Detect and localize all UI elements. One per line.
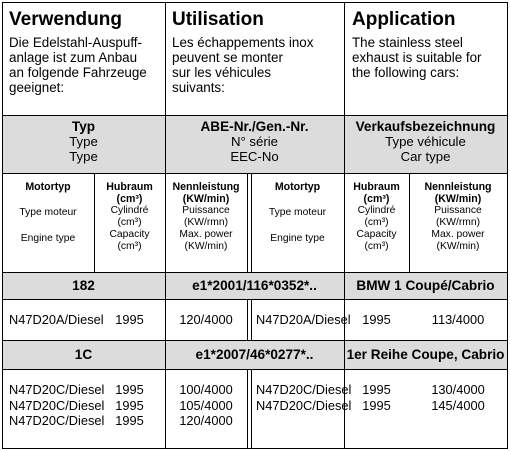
line-item: Nennleistung — [424, 181, 492, 193]
line-item: 130/4000 — [431, 382, 485, 397]
line-item: exhaust is suitable for — [352, 50, 482, 65]
s1c-right-power — [409, 382, 507, 413]
header-fr — [172, 9, 342, 95]
line-item: 1995 — [362, 397, 391, 413]
hubraum-header-left — [94, 181, 165, 253]
line-item: Type moteur — [19, 207, 77, 218]
s182-right-power — [409, 312, 507, 328]
rule-182-bottom — [2, 299, 507, 300]
line-item: Verkaufsbezeichnung — [355, 119, 496, 134]
hubraum-lines-right — [344, 181, 409, 253]
line-item: 1995 — [115, 413, 144, 428]
line-item: Type véhicule — [385, 134, 466, 149]
s182-left-power — [165, 312, 247, 328]
group-sales-lines — [344, 119, 507, 164]
line-item: Typ — [71, 119, 96, 134]
line-item: Max. power — [431, 229, 485, 240]
header-fr-title: Utilisation — [172, 9, 264, 30]
header-en — [352, 9, 504, 80]
motortyp-lines-left — [2, 181, 94, 245]
group-sales — [344, 119, 507, 164]
rule-double-b2 — [251, 299, 252, 340]
s1c-left-power — [165, 382, 247, 429]
line-item: Cylindré — [110, 205, 149, 216]
hubraum-lines-left — [94, 181, 165, 253]
s1c-right-hub — [344, 382, 409, 413]
line-item: (cm³) — [117, 241, 142, 252]
line-item: (cm³) — [116, 193, 143, 205]
line-item: N47D20C/Diesel — [9, 397, 105, 413]
line-item: Hubraum — [106, 181, 153, 193]
motor-header-left — [2, 181, 94, 245]
line-item: ABE-Nr./Gen.-Nr. — [200, 119, 309, 134]
rule-1c-top — [2, 340, 507, 341]
line-item: (cm³) — [364, 241, 389, 252]
section-182-abe: e1*2001/116*0352*.. — [192, 278, 317, 293]
line-item: N47D20C/Diesel — [9, 413, 105, 428]
header-en-title: Application — [352, 9, 456, 30]
header-fr-text — [172, 35, 342, 95]
line-item: (cm³) — [363, 193, 390, 205]
rule-right — [507, 2, 508, 449]
line-item: Type — [69, 134, 98, 149]
header-de-text — [9, 35, 161, 95]
line-item: Capacity — [356, 229, 397, 240]
line-item: Cylindré — [357, 205, 396, 216]
rule-motor-bottom — [2, 272, 507, 273]
line-item: anlage ist zum Anbau — [9, 50, 138, 65]
line-item: (KW/min) — [434, 193, 482, 205]
motor-header-right — [251, 181, 344, 245]
line-item: suivants: — [172, 80, 225, 95]
power-lines-left — [165, 181, 247, 253]
rule-bottom — [2, 448, 507, 449]
line-item: peuvent se monter — [172, 50, 283, 65]
rule-double-b3 — [251, 369, 252, 448]
line-item: (cm³) — [117, 217, 142, 228]
section-182-type: 182 — [72, 278, 95, 293]
rule-group-bottom — [2, 173, 507, 174]
line-item: (cm³) — [364, 217, 389, 228]
rule-double-a — [247, 173, 248, 272]
header-de — [9, 9, 161, 95]
line-item: Les échappements inox — [172, 35, 314, 50]
line-item: (KW/rmn) — [435, 217, 481, 228]
line-item: Motortyp — [25, 181, 71, 193]
power-header-right — [409, 181, 507, 253]
rule-double-a3 — [247, 369, 248, 448]
s182-left-hub — [94, 312, 165, 328]
group-typ-lines — [2, 119, 165, 164]
line-item: 1995 — [362, 382, 391, 397]
line-item: an folgende Fahrzeuge — [9, 65, 147, 80]
line-item: 1995 — [115, 312, 144, 327]
line-item: 120/4000 — [179, 312, 233, 327]
line-item: 120/4000 — [179, 413, 233, 428]
line-item: 1995 — [115, 397, 144, 413]
group-typ — [2, 119, 165, 164]
line-item: 1995 — [362, 312, 391, 327]
line-item: Puissance — [182, 205, 230, 216]
s1c-left-motor — [9, 382, 104, 429]
line-item: sur les véhicules — [172, 65, 271, 80]
line-item: EEC-No — [230, 149, 279, 164]
line-item: N47D20A/Diesel — [9, 312, 104, 327]
line-item: The stainless steel — [352, 35, 463, 50]
line-item: Type — [69, 149, 98, 164]
line-item: Type moteur — [268, 207, 327, 218]
line-item: 100/4000 — [179, 382, 233, 397]
motortyp-lines-right — [251, 181, 344, 245]
group-abe — [165, 119, 344, 164]
line-item: the following cars: — [352, 65, 460, 80]
line-item: 145/4000 — [431, 397, 485, 413]
section-1c-abe: e1*2007/46*0277*.. — [195, 347, 314, 362]
line-item: geeignet: — [9, 80, 65, 95]
header-en-text — [352, 35, 504, 80]
section-1c-type: 1C — [74, 347, 93, 362]
hubraum-header-right — [344, 181, 409, 253]
line-item: N47D20C/Diesel — [9, 382, 105, 397]
line-item: Nennleistung — [172, 181, 240, 193]
line-item: Hubraum — [353, 181, 400, 193]
line-item: (KW/rmn) — [183, 217, 229, 228]
rule-top — [2, 2, 507, 3]
power-header-left — [165, 181, 247, 253]
line-item: N47D20A/Diesel — [256, 312, 351, 327]
line-item: N° série — [230, 134, 279, 149]
section-182-sales: BMW 1 Coupé/Cabrio — [356, 278, 495, 293]
line-item: 113/4000 — [431, 312, 485, 327]
rule-double-a2 — [247, 299, 248, 340]
line-item: 1995 — [115, 382, 144, 397]
line-item: Engine type — [20, 233, 76, 244]
s182-left-motor — [9, 312, 104, 328]
line-item: Motortyp — [274, 181, 321, 193]
line-item: 105/4000 — [179, 397, 233, 413]
group-abe-lines — [165, 119, 344, 164]
rule-header-bottom — [2, 115, 507, 116]
line-item: (KW/min) — [182, 193, 230, 205]
line-item: Max. power — [179, 229, 233, 240]
line-item: (KW/min) — [436, 241, 480, 252]
line-item: Engine type — [270, 233, 325, 244]
power-lines-right — [409, 181, 507, 253]
section-1c-sales: 1er Reihe Coupe, Cabrio — [346, 347, 505, 362]
s1c-right-motor — [256, 382, 351, 413]
s1c-left-hub — [94, 382, 165, 429]
line-item: N47D20C/Diesel — [256, 397, 352, 413]
s182-right-motor — [256, 312, 351, 328]
line-item: Car type — [400, 149, 451, 164]
line-item: N47D20C/Diesel — [256, 382, 352, 397]
line-item: Die Edelstahl-Auspuff- — [9, 35, 142, 50]
line-item: (KW/min) — [184, 241, 228, 252]
header-de-title: Verwendung — [9, 9, 122, 30]
line-item: Capacity — [109, 229, 150, 240]
rule-1c-bottom — [2, 369, 507, 370]
s182-right-hub — [344, 312, 409, 328]
line-item: Puissance — [434, 205, 482, 216]
